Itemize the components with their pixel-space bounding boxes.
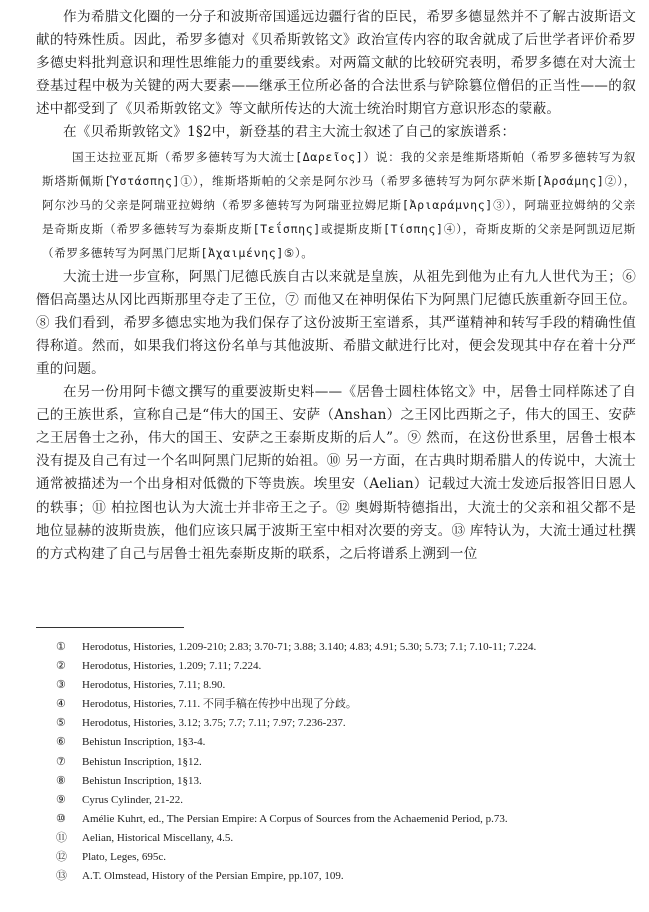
footnote-text: Herodotus, Histories, 7.11; 8.90. (82, 679, 226, 692)
footnote-text: A.T. Olmstead, History of the Persian Empire, pp.107, 109. (82, 870, 344, 883)
footnote (56, 714, 636, 733)
footnote (56, 867, 636, 886)
footnote-mark: ⑩ (56, 812, 66, 825)
footnote (56, 772, 636, 791)
footnote-mark: ⑧ (56, 774, 66, 787)
footnote-mark: ⑦ (56, 755, 66, 768)
footnote-text: Behistun Inscription, 1§13. (82, 774, 202, 787)
footnote (56, 733, 636, 752)
footnote-mark: ④ (56, 698, 66, 711)
footnote-mark: ② (56, 660, 66, 673)
quote-text: 国王达拉亚瓦斯（希罗多德转写为大流士[Δαρεῖος]）说：我的父亲是维斯塔斯帕（希罗多德转写为叙斯塔斯佩斯[Ὑστάσπης]①），维斯塔斯帕的父亲是阿尔沙马（希罗多德转写为阿尔萨米斯[Ἀρσάμης]②），阿尔沙马的父亲是阿瑞亚拉姆纳（希罗多德转写为阿瑞亚拉姆尼斯[Ἀριαράμνης]③），阿瑞亚拉姆纳的父亲是奇斯皮斯（希罗多德转写为泰斯皮斯[Τεΐσπης]或提斯皮斯[Τίσπης]④），奇斯皮斯的父亲是阿凯迈尼斯（希罗多德转写为阿黑门尼斯[Ἀχαιμένης]⑤）。 (42, 149, 636, 261)
paragraph-1: 作为希腊文化圈的一分子和波斯帝国遥远边疆行省的臣民，希罗多德显然并不了解古波斯语文献的特殊性质。因此，希罗多德对《贝希斯敦铭文》政治宣传内容的取舍就成了后世学者评价希罗多德史料批判意识和理性思维能力的重要线索。对两篇文献的比较研究表明，希罗多德在对大流士登基过程中极为关键的两大要素——继承王位所必备的合法世系与铲除篡位僧侣的正当性——的叙述中都受到了《贝希斯敦铭文》等文献所传达的大流士统治时期官方意识形态的蒙蔽。 (36, 9, 636, 118)
footnote-text: Behistun Inscription, 1§12. (82, 755, 202, 768)
footnote-mark: ③ (56, 679, 66, 692)
footnote-text: Cyrus Cylinder, 21-22. (82, 793, 183, 806)
footnote-text: Herodotus, Histories, 7.11. 不同手稿在传抄中出现了分歧。 (82, 698, 357, 711)
footnote (56, 695, 636, 714)
footnote-divider (36, 627, 184, 628)
paragraph-4: 在另一份用阿卡德文撰写的重要波斯史料——《居鲁士圆柱体铭文》中，居鲁士同样陈述了自己的王族世系，宣称自己是“伟大的国王、安萨（Anshan）之王冈比西斯之子，伟大的国王、安萨之王居鲁士之孙，伟大的国王、安萨之王泰斯皮斯的后人”。⑨ 然而，在这份世系里，居鲁士根本没有提及自己有过一个名叫阿黑门尼斯的始祖。⑩ 另一方面，在古典时期希腊人的传说中，大流士通常被描述为一个出身相对低微的下等贵族。埃里安（Aelian）记载过大流士发迹后报答旧日恩人的轶事；⑪ 柏拉图也认为大流士并非帝王之子。⑫ 奥姆斯特德指出，大流士的父亲和祖父都不是地位显赫的波斯贵族，他们应该只属于波斯王室中相对次要的旁支。⑬ 库特认为，大流士通过杜撰的方式构建了自己与居鲁士祖先泰斯皮斯的联系，之后将谱系上溯到一位 (36, 384, 636, 562)
genealogy-quote (36, 145, 636, 266)
footnote (56, 810, 636, 829)
footnote-text: Amélie Kuhrt, ed., The Persian Empire: A Corpus of Sources from the Achaemenid Period, p.73. (82, 812, 508, 825)
footnote-mark: ⑥ (56, 736, 66, 749)
footnote-text: Herodotus, Histories, 3.12; 3.75; 7.7; 7.11; 7.97; 7.236-237. (82, 717, 346, 730)
footnote (56, 638, 636, 657)
footnote-text: Aelian, Historical Miscellany, 4.5. (82, 831, 234, 844)
footnote (56, 791, 636, 810)
footnote-mark: ⑤ (56, 717, 66, 730)
footnote-mark: ⑨ (56, 793, 66, 806)
footnote (56, 676, 636, 695)
footnote-text: Plato, Leges, 695c. (82, 851, 167, 864)
footnotes (56, 638, 636, 886)
footnote (56, 657, 636, 676)
footnote-text: Behistun Inscription, 1§3-4. (82, 736, 206, 749)
footnote-mark: ⑪ (56, 831, 67, 844)
footnote-mark: ⑫ (56, 851, 67, 864)
footnote-text: Herodotus, Histories, 1.209; 7.11; 7.224. (82, 660, 262, 673)
footnote (56, 753, 636, 772)
footnote (56, 848, 636, 867)
footnote-mark: ① (56, 641, 66, 653)
footnote-mark: ⑬ (56, 870, 67, 883)
footnote (56, 829, 636, 848)
paragraph-2: 在《贝希斯敦铭文》1§2中，新登基的君主大流士叙述了自己的家族谱系： (63, 124, 516, 141)
main-text (36, 6, 636, 566)
footnote-text: Herodotus, Histories, 1.209-210; 2.83; 3.70-71; 3.88; 3.140; 4.83; 4.91; 5.30; 5.73; 7.1; 7.10-11; 7.224. (82, 641, 537, 653)
paragraph-3: 大流士进一步宣称，阿黑门尼德氏族自古以来就是皇族，从祖先到他为止有九人世代为王；⑥ 僭侣高墨达从冈比西斯那里夺走了王位，⑦ 而他又在神明保佑下为阿黑门尼德氏族重新夺回王位。⑧ 我们看到，希罗多德忠实地为我们保存了这份波斯王室谱系，其严谨精神和转写手段的精确性值得称道。然而，如果我们将这份名单与其他波斯、希腊文献进行比对，便会发现其中存在着十分严重的问题。 (36, 268, 636, 377)
